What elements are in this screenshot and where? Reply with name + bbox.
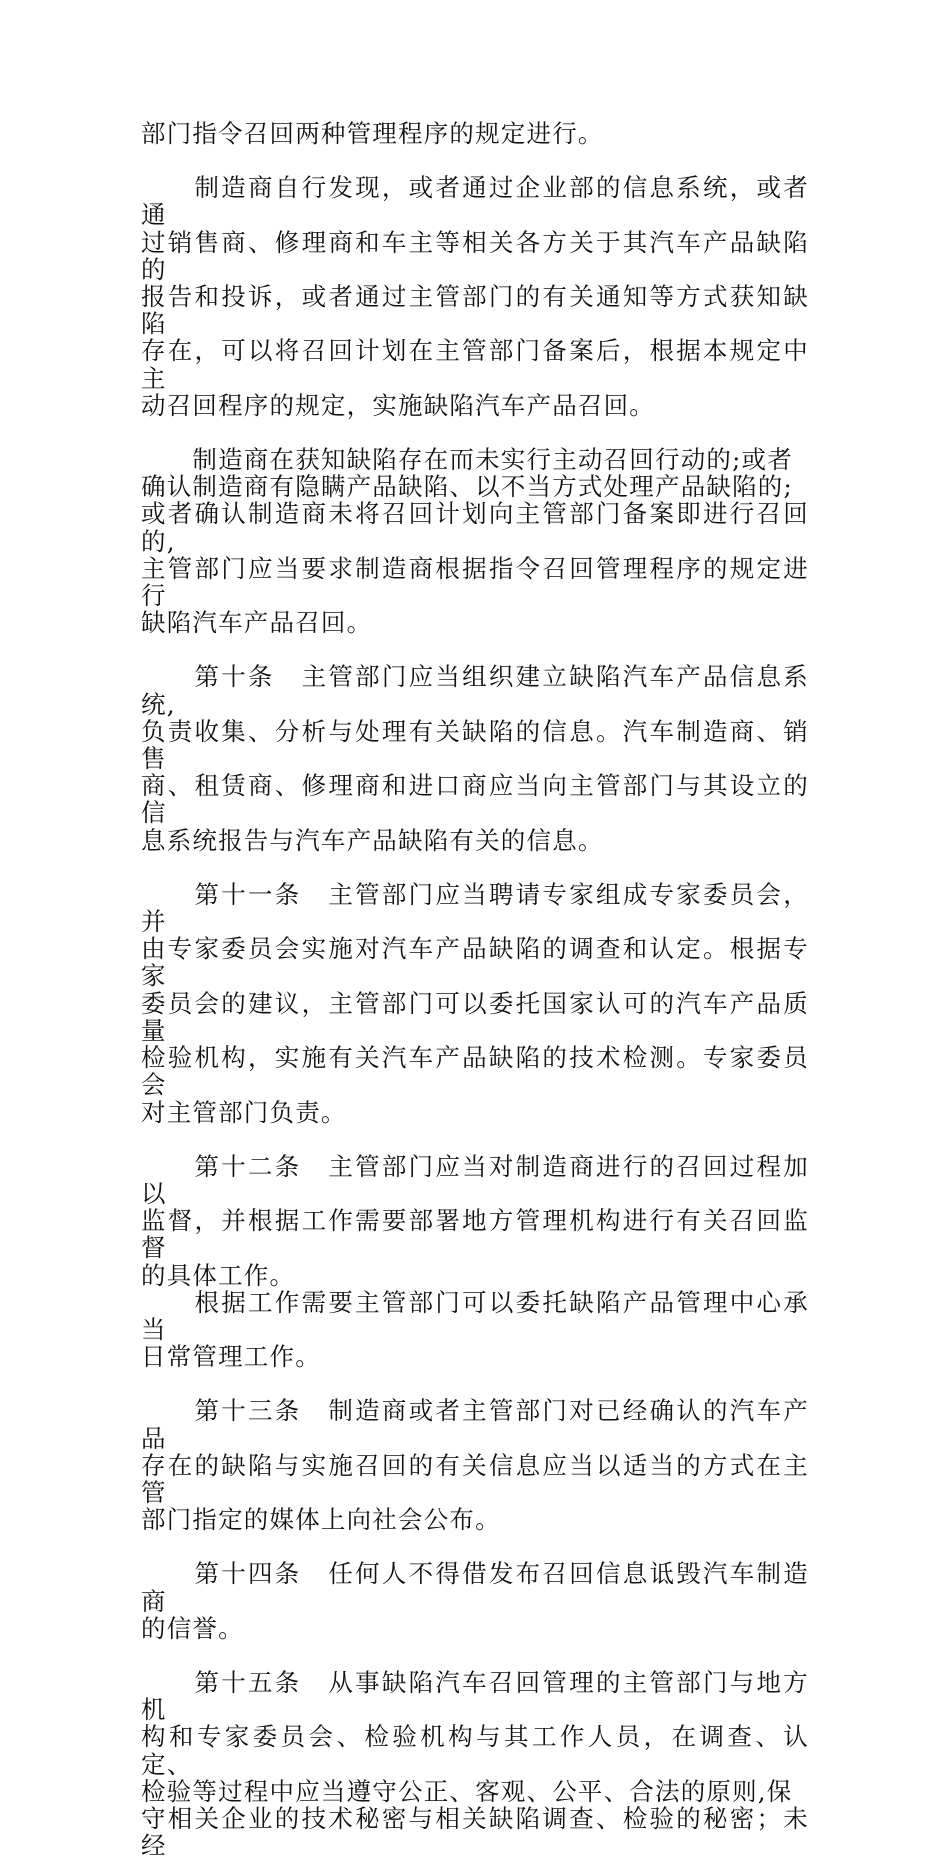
paragraph-gap [141,636,809,663]
document-body [141,120,809,1859]
paragraph-gap [141,147,809,174]
article-12: 第十二条 主管部门应当对制造商进行的召回过程加以 监督，并根据工作需要部署地方管理机构进行有关召回监督 的具体工作。 [141,1151,809,1290]
paragraph-gap [141,419,809,446]
paragraph-3: 制造商在获知缺陷存在而未实行主动召回行动的;或者 确认制造商有隐瞒产品缺陷、以不当方式处理产品缺陷的; 或者确认制造商未将召回计划向主管部门备案即进行召回的, 主管部门应当要求制造商根据指令召回管理程序的规定进行 缺陷汽车产品召回。 [141,445,809,638]
paragraph-gap [141,1533,809,1560]
article-10: 第十条 主管部门应当组织建立缺陷汽车产品信息系统, 负责收集、分析与处理有关缺陷的信息。汽车制造商、销售 商、租赁商、修理商和进口商应当向主管部门与其设立的信 息系统报告与汽车产品缺陷有关的信息。 [141,662,809,855]
paragraph-gap [141,1370,809,1397]
article-15: 第十五条 从事缺陷汽车召回管理的主管部门与地方机 构和专家委员会、检验机构与其工作人员，在调查、认定、 检验等过程中应当遵守公正、客观、公平、合法的原则,保 守相关企业的技术秘密与相关缺陷调查、检验的秘密；未经 [141,1667,809,1860]
paragraph-gap [141,1642,809,1669]
paragraph-gap [141,1126,809,1153]
paragraph-1: 部门指令召回两种管理程序的规定进行。 [141,119,604,148]
article-11: 第十一条 主管部门应当聘请专家组成专家委员会，并 由专家委员会实施对汽车产品缺陷的调查和认定。根据专家 委员会的建议，主管部门可以委托国家认可的汽车产品质量 检验机构，实施有关汽车产品缺陷的技术检测。专家委员会 对主管部门负责。 [141,879,809,1127]
article-14: 第十四条 任何人不得借发布召回信息诋毁汽车制造商 的信誉。 [141,1559,809,1643]
paragraph-2: 制造商自行发现，或者通过企业部的信息系统，或者通 过销售商、修理商和车主等相关各方关于其汽车产品缺陷的 报告和投诉，或者通过主管部门的有关通知等方式获知缺陷 存在，可以将召回计划在主管部门备案后，根据本规定中主 动召回程序的规定，实施缺陷汽车产品召回。 [141,173,809,420]
article-13: 第十三条 制造商或者主管部门对已经确认的汽车产品 存在的缺陷与实施召回的有关信息应当以适当的方式在主管 部门指定的媒体上向社会公布。 [141,1396,809,1535]
article-12-continued: 根据工作需要主管部门可以委托缺陷产品管理中心承当 日常管理工作。 [141,1287,809,1372]
paragraph-gap [141,854,809,881]
